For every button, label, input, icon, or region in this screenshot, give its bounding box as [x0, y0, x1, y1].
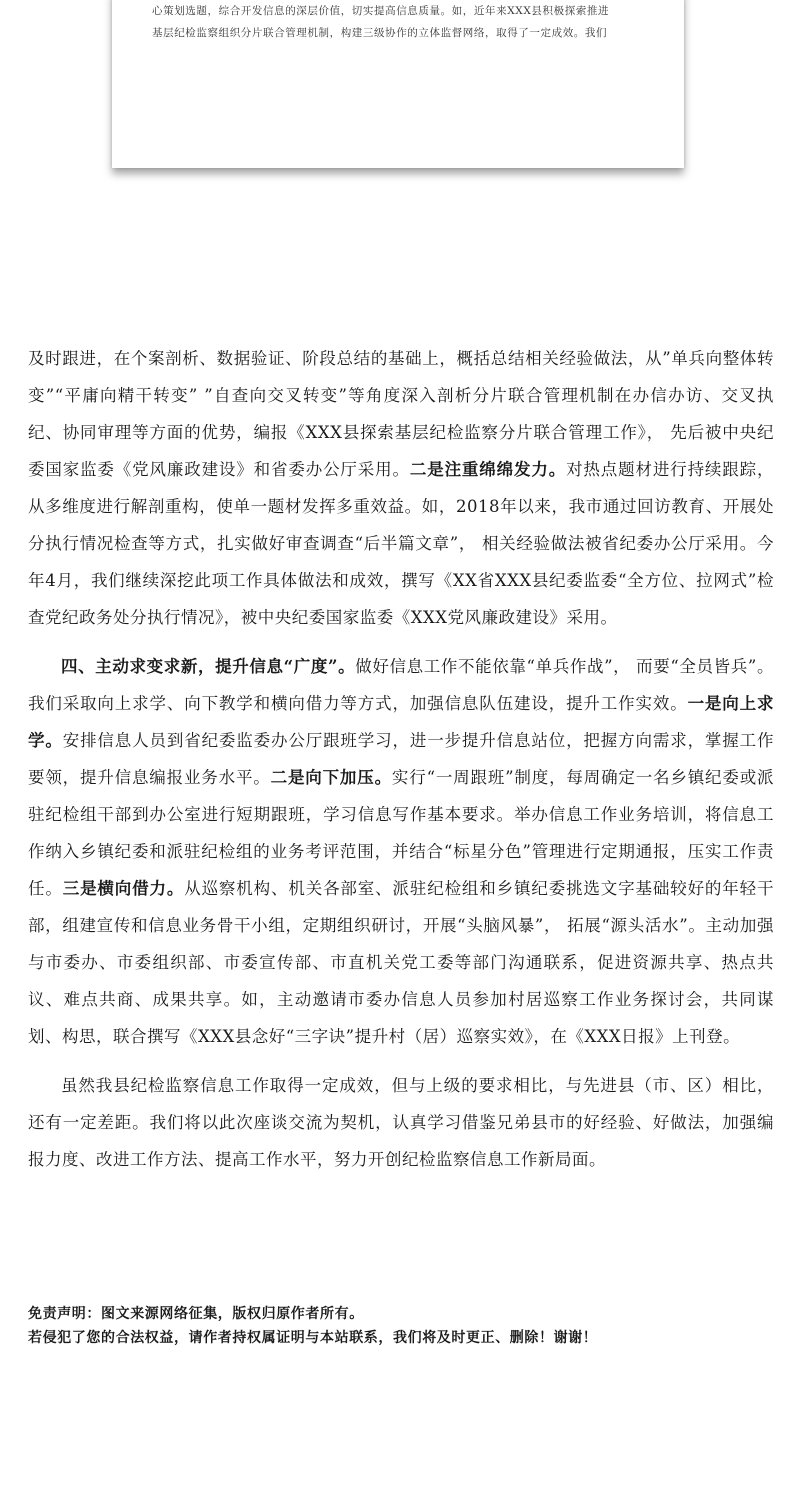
paragraph-text: 及时跟进，在个案剖析、数据验证、阶段总结的基础上，概括总结相关经验做法，从”单兵向整体转变”“平庸向精干转变” ”自查向交叉转变”等角度深入剖析分片联合管理机制在办信办访、交叉执纪、协同审理等方面的优势，编报《XXX县探索基层纪检监察分片联合管理工作》， 先后被中央纪委国家监委《党风廉政建设》和省委办公厅采用。 [28, 349, 774, 479]
paragraph [28, 648, 774, 1055]
document-preview-card [112, 0, 684, 168]
bold-point: 一是向上求学。 [28, 694, 775, 750]
paragraph-text: 实行“一周跟班”制度，每周确定一名乡镇纪委或派驻纪检组干部到办公室进行短期跟班，学习信息写作基本要求。举办信息工作业务培训，将信息工作纳入乡镇纪委和派驻纪检组的业务考评范围，并结合“标星分色”管理进行定期通报，压实工作责任。 [28, 768, 775, 898]
article-body [28, 340, 774, 1178]
section-heading: 四、主动求变求新，提升信息“广度”。 [61, 657, 356, 676]
paragraph-text: 对热点题材进行持续跟踪，从多维度进行解剖重构，使单一题材发挥多重效益。如，2018年以来，我市通过回访教育、开展处分执行情况检查等方式，扎实做好审查调查“后半篇文章”， 相关经验做法被省纪委办公厅采用。今年4月，我们继续深挖此项工作具体做法和成效，撰写《XX省XXX县纪委监委“全方位、拉网式”检查党纪政务处分执行情况》，被中央纪委国家监委《XXX党风廉政建设》采用。 [28, 460, 775, 627]
disclaimer [28, 1302, 774, 1350]
bold-point: 三是横向借力。 [62, 879, 185, 898]
disclaimer-line: 若侵犯了您的合法权益，请作者持权属证明与本站联系，我们将及时更正、删除！谢谢！ [28, 1330, 598, 1346]
paragraph [28, 340, 774, 636]
preview-line: 心策划选题，综合开发信息的深层价值，切实提高信息质量。如，近年来XXX县积极探索推进 [152, 5, 610, 17]
paragraph-text: 从巡察机构、机关各部室、派驻纪检组和乡镇纪委挑选文字基础较好的年轻干部，组建宣传和信息业务骨干小组，定期组织研讨，开展“头脑风暴”， 拓展“源头活水”。主动加强与市委办、市委组织部、市委宣传部、市直机关党工委等部门沟通联系，促进资源共享、热点共议、难点共商、成果共享。如，主动邀请市委办信息人员参加村居巡察工作业务探讨会，共同谋划、构思，联合撰写《XXX县念好“三字诀”提升村（居）巡察实效》，在《XXX日报》上刊登。 [28, 879, 775, 1046]
paragraph: 虽然我县纪检监察信息工作取得一定成效，但与上级的要求相比，与先进县（市、区）相比，还有一定差距。我们将以此次座谈交流为契机，认真学习借鉴兄弟县市的好经验、好做法，加强编报力度、改进工作方法、提高工作水平，努力开创纪检监察信息工作新局面。 [28, 1076, 774, 1169]
paragraph-text: 安排信息人员到省纪委监委办公厅跟班学习，进一步提升信息站位，把握方向需求，掌握工作要领，提升信息编报业务水平。 [28, 731, 775, 787]
disclaimer-line: 免责声明：图文来源网络征集，版权归原作者所有。 [28, 1306, 364, 1322]
preview-text [152, 0, 652, 44]
preview-line: 基层纪检监察组织分片联合管理机制，构建三级协作的立体监督网络，取得了一定成效。我们 [152, 27, 608, 39]
paragraph-text: 做好信息工作不能依靠“单兵作战”， 而要“全员皆兵”。我们采取向上求学、向下教学和横向借力等方式，加强信息队伍建设，提升工作实效。 [28, 657, 774, 713]
bold-point: 二是向下加压。 [270, 768, 392, 787]
bold-point: 二是注重绵绵发力。 [409, 460, 567, 479]
